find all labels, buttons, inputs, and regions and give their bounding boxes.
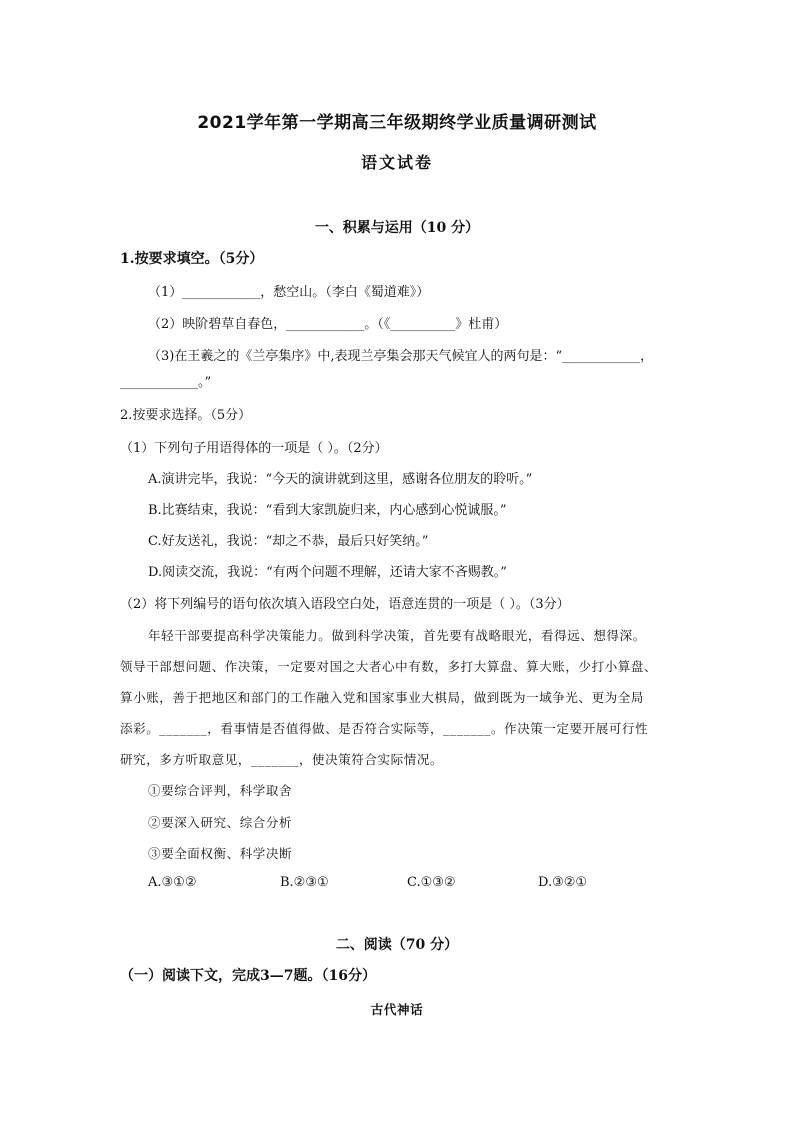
- question-2-heading: 2.按要求选择。（5分）: [120, 408, 252, 423]
- choice-b: B.②③①: [280, 875, 329, 890]
- section-heading-1: 一、积累与运用（10 分）: [314, 220, 480, 236]
- article-title: 古代神话: [370, 1002, 424, 1017]
- option-a: A.演讲完毕，我说：“今天的演讲就到这里，感谢各位朋友的聆听。”: [148, 472, 533, 487]
- question-2-sub1: （1）下列句子用语得体的一项是（ ）。（2分）: [120, 441, 388, 456]
- fill-item-1: （1）____________，愁空山。（李白《蜀道难》）: [148, 285, 430, 300]
- exam-title: 2021学年第一学期高三年级期终学业质量调研测试: [197, 113, 597, 133]
- passage-line-5: 研究，多方听取意见，_______，使决策符合实际情况。: [120, 752, 444, 767]
- choice-d: D.③②①: [538, 875, 588, 890]
- passage-line-4: 添彩。_______，看事情是否值得做、是否符合实际等，_______。作决策一定要开展可行性: [120, 721, 649, 736]
- statement-1: ①要综合评判，科学取舍: [148, 783, 293, 798]
- option-d: D.阅读交流，我说：“有两个问题不理解，还请大家不吝赐教。”: [148, 565, 507, 580]
- passage-line-1: 年轻干部要提高科学决策能力。做到科学决策，首先要有战略眼光，看得远、想得深。: [148, 628, 646, 643]
- statement-3: ③要全面权衡、科学决断: [148, 846, 293, 861]
- passage-line-2: 领导干部想问题、作决策，一定要对国之大者心中有数，多打大算盘、算大账，少打小算盘、: [120, 659, 658, 674]
- choice-c: C.①③②: [407, 875, 456, 890]
- question-1-heading: 1.按要求填空。（5分）: [120, 251, 264, 267]
- fill-item-3-cont: ____________。”: [120, 375, 212, 390]
- question-2-sub2: （2）将下列编号的语句依次填入语段空白处，语意连贯的一项是（ ）。（3分）: [120, 597, 570, 612]
- fill-item-2: （2）映阶碧草自春色，____________。（《__________》杜甫）: [148, 317, 508, 332]
- fill-item-3: （3)在王羲之的《兰亭集序》中,表现兰亭集会那天气候宜人的两句是：“____________，: [148, 349, 654, 364]
- passage-line-3: 算小账，善于把地区和部门的工作融入党和国家事业大棋局，做到既为一域争光、更为全局: [120, 690, 645, 705]
- option-b: B.比赛结束，我说：“看到大家凯旋归来，内心感到心悦诚服。”: [148, 503, 507, 518]
- reading-sub1: （一）阅读下文，完成3—7题。（16分）: [120, 968, 376, 984]
- section-heading-2: 二、阅读（70 分）: [335, 937, 459, 953]
- exam-subtitle: 语文试卷: [360, 153, 433, 172]
- statement-2: ②要深入研究、综合分析: [148, 815, 293, 830]
- choice-a: A.③①②: [148, 875, 197, 890]
- option-c: C.好友送礼，我说：“却之不恭，最后只好笑纳。”: [148, 534, 429, 549]
